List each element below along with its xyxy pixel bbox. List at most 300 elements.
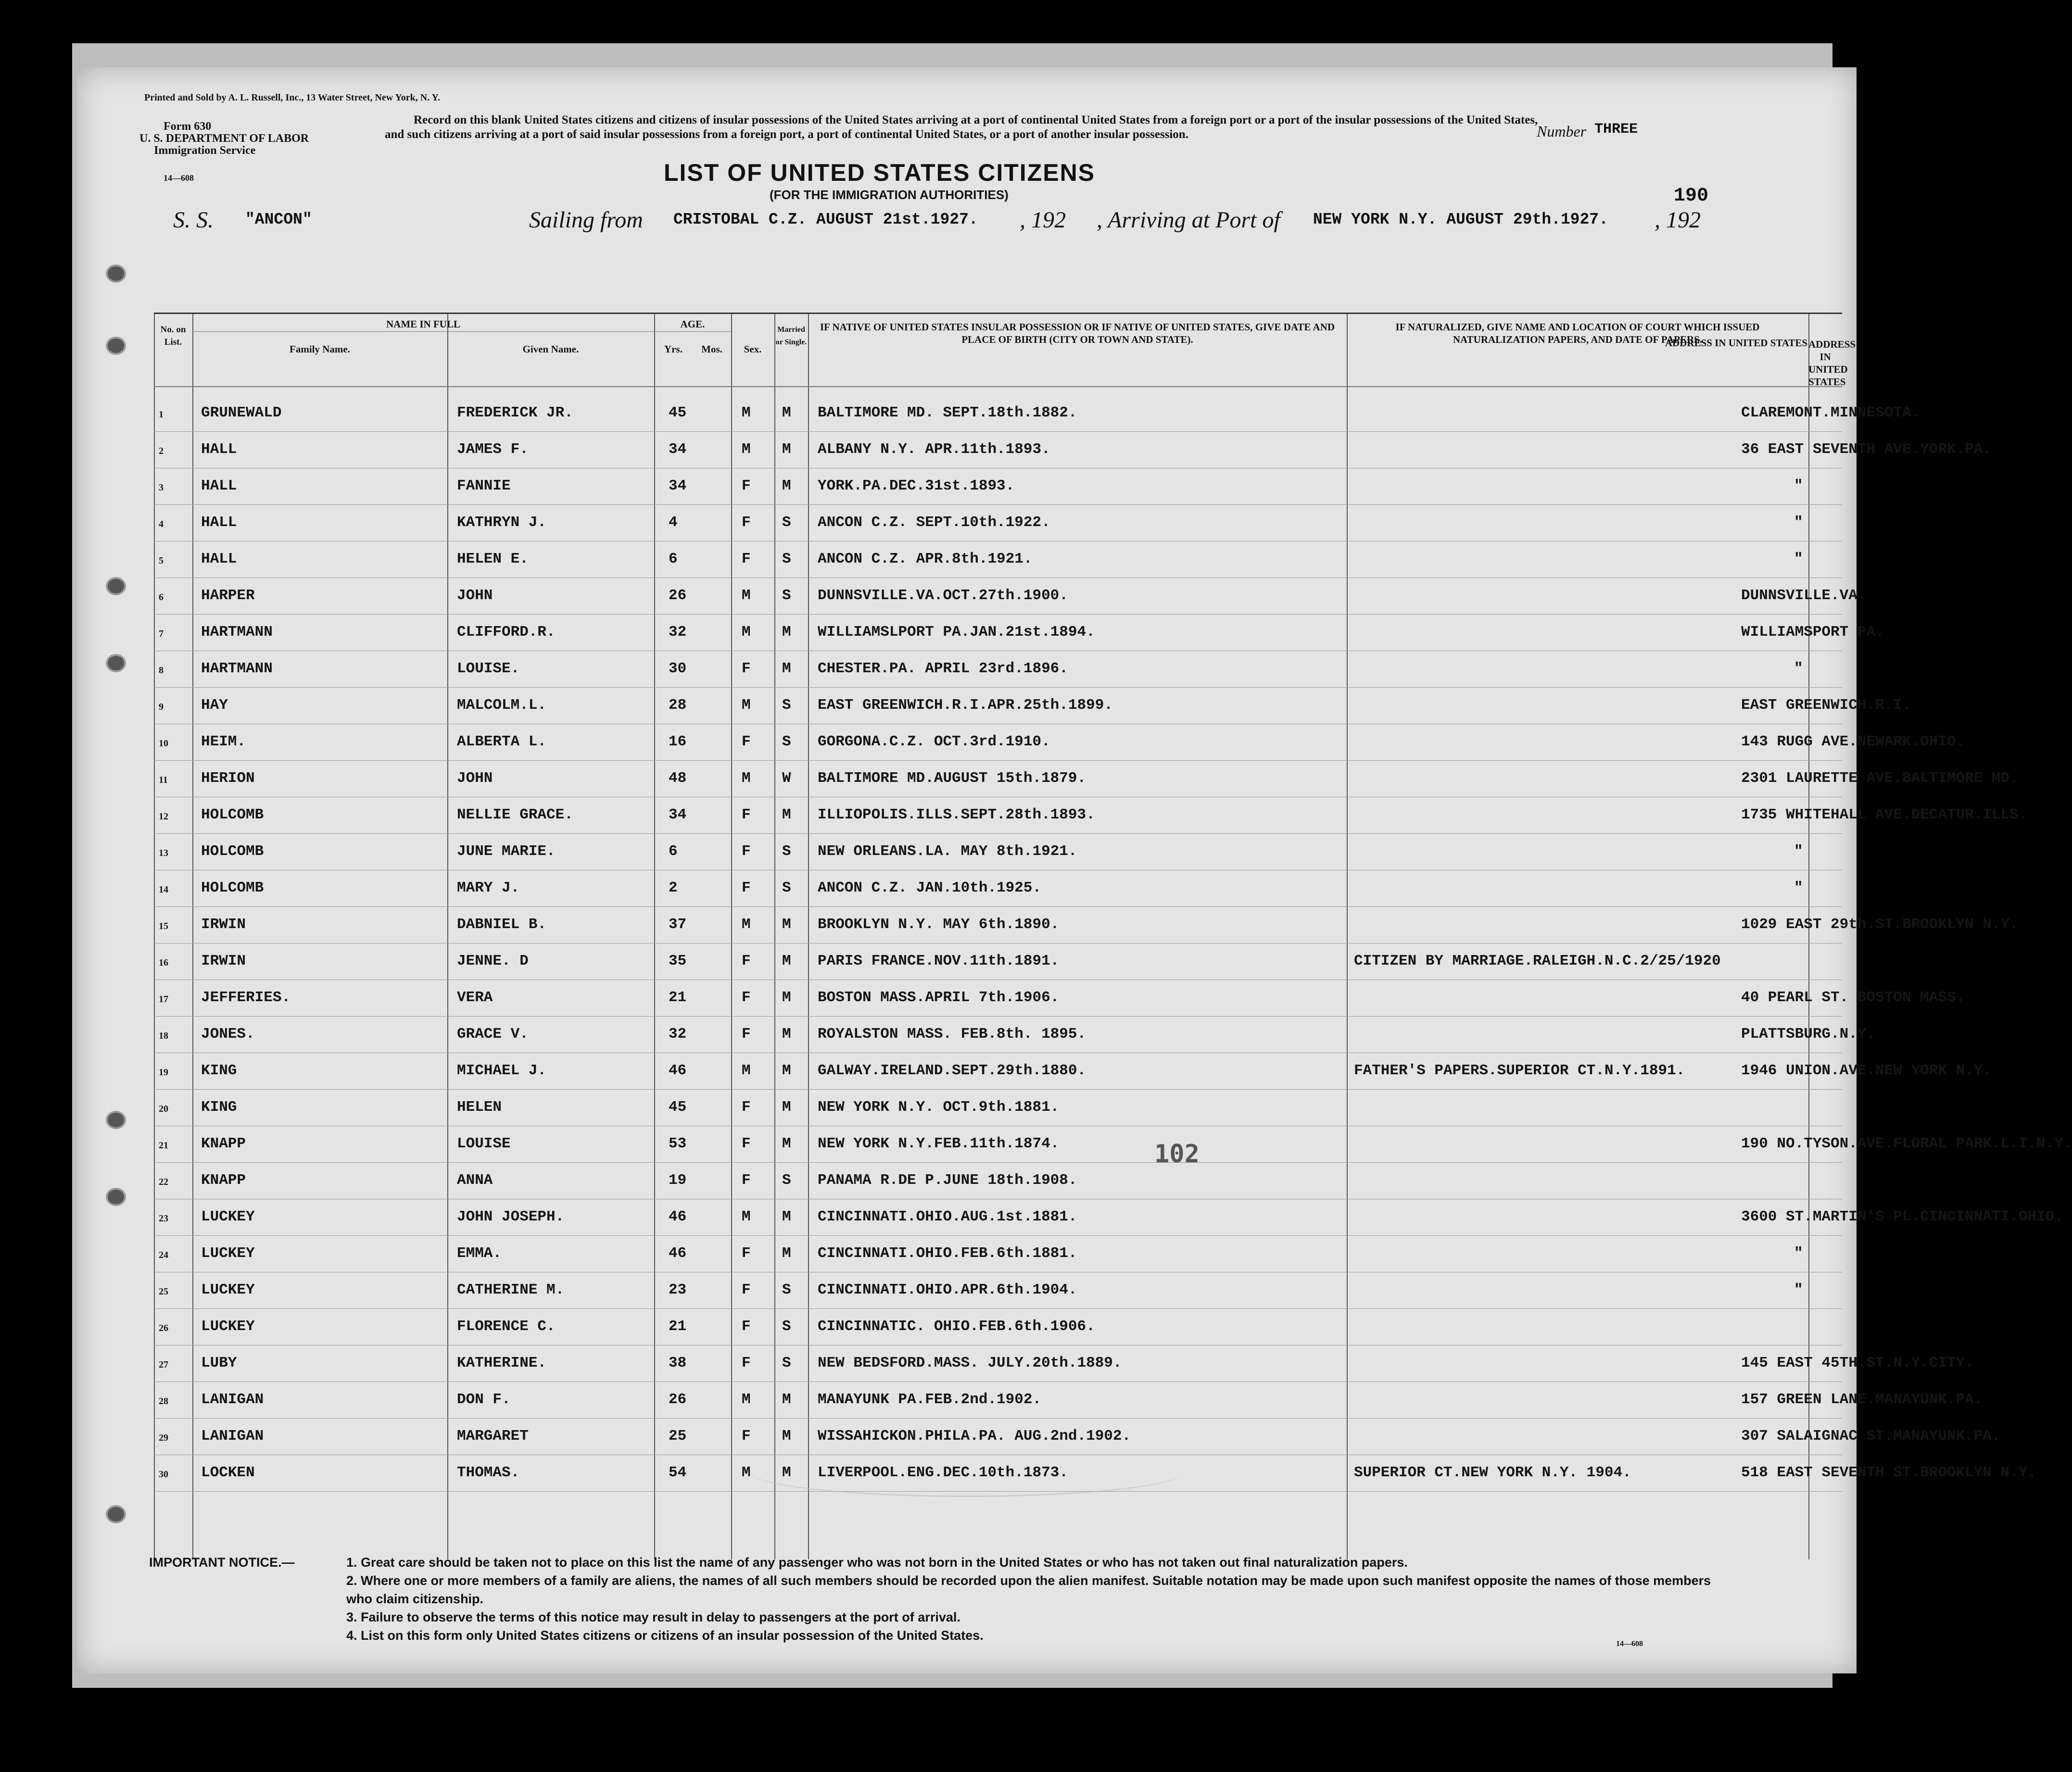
sex: F: [742, 1135, 751, 1152]
marital-status: S: [782, 551, 791, 567]
given-name: DON F.: [457, 1391, 511, 1408]
table-row: [154, 725, 1965, 761]
age-years: 37: [669, 916, 687, 933]
row-number: 5: [159, 555, 164, 566]
sex: F: [742, 1428, 751, 1445]
sex: M: [742, 404, 751, 421]
address: ": [1794, 478, 1803, 494]
address: DUNNSVILLE.VA.: [1741, 587, 1867, 604]
given-name: FANNIE: [457, 478, 511, 494]
row-number: 8: [159, 665, 164, 676]
given-name: KATHERINE.: [457, 1355, 547, 1371]
age-years: 25: [669, 1428, 687, 1445]
notice-item-2: 2. Where one or more members of a family are aliens, the names of all such members should be recorded upon the alien manifest. Suitable notation may be made upon such manifest opposite the names of those members who claim citizenship.: [346, 1573, 1711, 1606]
table-row: [154, 615, 1884, 652]
family-name: KING: [201, 1062, 237, 1079]
given-name: FLORENCE C.: [457, 1318, 556, 1335]
service: Immigration Service: [154, 144, 256, 157]
birth-place-date: CINCINNATIC. OHIO.FEB.6th.1906.: [818, 1318, 1095, 1335]
birth-place-date: NEW YORK N.Y.FEB.11th.1874.: [818, 1135, 1060, 1152]
family-name: HARTMANN: [201, 660, 273, 677]
given-name: JUNE MARIE.: [457, 843, 556, 860]
marital-status: W: [782, 770, 791, 787]
arriving-value: NEW YORK N.Y. AUGUST 29th.1927.: [1313, 211, 1608, 228]
given-name: HELEN E.: [457, 551, 529, 567]
address: 3600 ST.MARTIN'S PL.CINCINNATI.OHIO.: [1741, 1208, 2063, 1225]
table-row: [154, 834, 1842, 871]
given-name: JOHN JOSEPH.: [457, 1208, 565, 1225]
marital-status: M: [782, 478, 791, 494]
address: CLAREMONT.MINNESOTA.: [1741, 404, 1920, 421]
sex: M: [742, 697, 751, 714]
arriving-label: , Arriving at Port of: [1097, 207, 1280, 233]
sex: M: [742, 1464, 751, 1481]
punch-hole: [106, 337, 126, 355]
notice-heading: IMPORTANT NOTICE.—: [149, 1555, 295, 1570]
table-row: [154, 1382, 1983, 1419]
age-years: 46: [669, 1208, 687, 1225]
row-number: 29: [159, 1433, 168, 1443]
table-row: [154, 871, 1842, 907]
birth-place-date: BOSTON MASS.APRIL 7th.1906.: [818, 989, 1060, 1006]
table-row: [154, 688, 1911, 725]
age-years: 38: [669, 1355, 687, 1371]
address: 143 RUGG AVE.NEWARK.OHIO.: [1741, 733, 1965, 750]
row-number: 6: [159, 592, 164, 603]
given-name: JAMES F.: [457, 441, 529, 458]
row-number: 3: [159, 482, 164, 493]
sex: F: [742, 1282, 751, 1298]
marital-status: S: [782, 1355, 791, 1371]
address: 1029 EAST 29th.ST.BROOKLYN N.Y.: [1741, 916, 2019, 933]
punch-hole: [106, 264, 126, 283]
given-name: MALCOLM.L.: [457, 697, 547, 714]
address: ": [1794, 660, 1803, 677]
age-years: 2: [669, 880, 678, 896]
birth-place-date: CINCINNATI.OHIO.APR.6th.1904.: [818, 1282, 1077, 1298]
age-years: 21: [669, 989, 687, 1006]
row-number: 1: [159, 409, 164, 420]
row-number: 30: [159, 1469, 168, 1480]
department: U. S. DEPARTMENT OF LABOR: [139, 132, 309, 145]
marital-status: M: [782, 404, 791, 421]
birth-place-date: DUNNSVILLE.VA.OCT.27th.1900.: [818, 587, 1068, 604]
row-number: 17: [159, 994, 168, 1005]
row-number: 7: [159, 628, 164, 639]
table-row: [154, 1127, 2072, 1163]
family-name: HAY: [201, 697, 228, 714]
sailing-value: CRISTOBAL C.Z. AUGUST 21st.1927.: [673, 211, 978, 228]
family-name: IRWIN: [201, 953, 246, 969]
given-name: MARY J.: [457, 880, 520, 896]
age-years: 28: [669, 697, 687, 714]
sex: F: [742, 1172, 751, 1189]
family-name: HOLCOMB: [201, 843, 264, 860]
manifest-page: [77, 67, 2072, 1673]
table-row: [154, 1200, 2063, 1236]
given-name: NELLIE GRACE.: [457, 806, 573, 823]
given-name: VERA: [457, 989, 493, 1006]
given-name: GRACE V.: [457, 1026, 529, 1043]
address: ": [1794, 551, 1803, 567]
given-name: LOUISE: [457, 1135, 511, 1152]
age-years: 53: [669, 1135, 687, 1152]
given-name: HELEN: [457, 1099, 502, 1116]
table-row: [154, 761, 2019, 798]
sex: F: [742, 514, 751, 531]
col-sex: Sex.: [744, 343, 762, 355]
address: 1735 WHITEHALL AVE.DECATUR.ILLS.: [1741, 806, 2028, 823]
birth-place-date: PANAMA R.DE P.JUNE 18th.1908.: [818, 1172, 1077, 1189]
given-name: EMMA.: [457, 1245, 502, 1262]
marital-status: S: [782, 587, 791, 604]
sex: F: [742, 478, 751, 494]
punch-hole: [106, 1188, 126, 1206]
table-row: [154, 652, 1842, 688]
given-name: THOMAS.: [457, 1464, 520, 1481]
form-number: Form 630: [164, 120, 212, 133]
marital-status: M: [782, 1062, 791, 1079]
marital-status: S: [782, 697, 791, 714]
age-years: 34: [669, 441, 687, 458]
row-number: 24: [159, 1250, 168, 1260]
address: 157 GREEN LANE.MANAYUNK.PA.: [1741, 1391, 1983, 1408]
col-yrs: Yrs.: [664, 343, 682, 355]
row-number: 16: [159, 957, 168, 968]
sex: F: [742, 989, 751, 1006]
family-name: HERION: [201, 770, 255, 787]
marital-status: M: [782, 806, 791, 823]
notice-code: 14—608: [1616, 1640, 1643, 1648]
sex: M: [742, 441, 751, 458]
given-name: ALBERTA L.: [457, 733, 547, 750]
family-name: LANIGAN: [201, 1428, 264, 1445]
address: ": [1794, 1245, 1803, 1262]
row-number: 23: [159, 1213, 168, 1224]
table-row: [154, 907, 2019, 944]
age-years: 32: [669, 1026, 687, 1043]
address-header-label: ADDRESS IN UNITED STATES: [1665, 337, 1808, 349]
marital-status: M: [782, 1428, 791, 1445]
age-years: 26: [669, 587, 687, 604]
given-name: ANNA: [457, 1172, 493, 1189]
marital-status: S: [782, 880, 791, 896]
sex: M: [742, 1062, 751, 1079]
table-row: [154, 1309, 1842, 1346]
sex: F: [742, 1355, 751, 1371]
number-label: Number: [1537, 123, 1587, 140]
age-years: 16: [669, 733, 687, 750]
family-name: HEIM.: [201, 733, 246, 750]
address: ": [1794, 843, 1803, 860]
birth-place-date: NEW ORLEANS.LA. MAY 8th.1921.: [818, 843, 1077, 860]
sex: M: [742, 1208, 751, 1225]
sex: F: [742, 1318, 751, 1335]
table-row: [154, 1273, 1842, 1309]
table-row: [154, 469, 1842, 505]
marital-status: S: [782, 1172, 791, 1189]
marital-status: M: [782, 989, 791, 1006]
naturalization: FATHER'S PAPERS.SUPERIOR CT.N.Y.1891.: [1354, 1062, 1685, 1079]
table-row: [154, 505, 1842, 542]
table-row: [154, 1346, 1974, 1382]
age-years: 48: [669, 770, 687, 787]
row-number: 28: [159, 1396, 168, 1407]
birth-place-date: LIVERPOOL.ENG.DEC.10th.1873.: [818, 1464, 1068, 1481]
row-number: 15: [159, 921, 168, 931]
family-name: LUCKEY: [201, 1208, 255, 1225]
ss-label: S. S.: [173, 207, 214, 233]
family-name: LUCKEY: [201, 1318, 255, 1335]
age-years: 32: [669, 624, 687, 641]
age-years: 4: [669, 514, 678, 531]
address: 190 NO.TYSON.AVE.FLORAL PARK.L.I.N.Y.: [1741, 1135, 2072, 1152]
given-name: DABNIEL B.: [457, 916, 547, 933]
birth-place-date: GORGONA.C.Z. OCT.3rd.1910.: [818, 733, 1050, 750]
age-years: 19: [669, 1172, 687, 1189]
address: ": [1794, 514, 1803, 531]
marital-status: M: [782, 1026, 791, 1043]
notice-item-3: 3. Failure to observe the terms of this notice may result in delay to passengers at the port of arrival.: [346, 1610, 960, 1624]
family-name: HOLCOMB: [201, 806, 264, 823]
family-name: LOCKEN: [201, 1464, 255, 1481]
sex: M: [742, 916, 751, 933]
birth-place-date: GALWAY.IRELAND.SEPT.29th.1880.: [818, 1062, 1087, 1079]
birth-place-date: CINCINNATI.OHIO.AUG.1st.1881.: [818, 1208, 1077, 1225]
birth-place-date: MANAYUNK PA.FEB.2nd.1902.: [818, 1391, 1042, 1408]
table-row: [154, 1163, 1842, 1200]
address: 40 PEARL ST. BOSTON MASS.: [1741, 989, 1965, 1006]
sex: M: [742, 587, 751, 604]
marital-status: M: [782, 1208, 791, 1225]
table-row: [154, 432, 1992, 469]
notice-item-1: 1. Great care should be taken not to place on this list the name of any passenger who was not born in the United States or who has not taken out final naturalization papers.: [346, 1555, 1408, 1570]
punch-hole: [106, 1111, 126, 1129]
given-name: CLIFFORD.R.: [457, 624, 556, 641]
birth-place-date: NEW YORK N.Y. OCT.9th.1881.: [818, 1099, 1060, 1116]
row-number: 4: [159, 519, 164, 529]
address: 518 EAST SEVENTH ST.BROOKLYN N.Y.: [1741, 1464, 2036, 1481]
address: ": [1794, 1282, 1803, 1298]
age-years: 6: [669, 843, 678, 860]
given-name: CATHERINE M.: [457, 1282, 565, 1298]
age-years: 34: [669, 806, 687, 823]
sex: M: [742, 770, 751, 787]
marital-status: M: [782, 441, 791, 458]
birth-place-date: WILLIAMSLPORT PA.JAN.21st.1894.: [818, 624, 1095, 641]
birth-place-date: ALBANY N.Y. APR.11th.1893.: [818, 441, 1050, 458]
given-name: MARGARET: [457, 1428, 529, 1445]
birth-place-date: ROYALSTON MASS. FEB.8th. 1895.: [818, 1026, 1087, 1043]
punch-hole: [106, 1505, 126, 1523]
age-years: 26: [669, 1391, 687, 1408]
inspector-signature: [750, 1447, 1183, 1497]
family-name: HALL: [201, 551, 237, 567]
row-number: 9: [159, 702, 164, 712]
row-number: 2: [159, 446, 164, 456]
marital-status: M: [782, 953, 791, 969]
family-name: IRWIN: [201, 916, 246, 933]
birth-place-date: BALTIMORE MD. SEPT.18th.1882.: [818, 404, 1077, 421]
passenger-table: [154, 313, 2072, 1559]
row-number: 10: [159, 738, 168, 749]
address: EAST GREENWICH.R.I.: [1741, 697, 1911, 714]
address: 36 EAST SEVENTH AVE.YORK.PA.: [1741, 441, 1992, 458]
marital-status: S: [782, 843, 791, 860]
age-years: 30: [669, 660, 687, 677]
sex: F: [742, 843, 751, 860]
family-name: HALL: [201, 514, 237, 531]
table-row: [154, 944, 1842, 980]
punch-hole: [106, 654, 126, 672]
birth-place-date: NEW BEDSFORD.MASS. JULY.20th.1889.: [818, 1355, 1122, 1371]
age-years: 23: [669, 1282, 687, 1298]
sex: F: [742, 1026, 751, 1043]
marital-status: S: [782, 733, 791, 750]
family-name: JEFFERIES.: [201, 989, 291, 1006]
col-married: Married or Single.: [775, 326, 807, 346]
table-row: [154, 1054, 1992, 1090]
given-name: KATHRYN J.: [457, 514, 547, 531]
family-name: KING: [201, 1099, 237, 1116]
printer-line: Printed and Sold by A. L. Russell, Inc., 13 Water Street, New York, N. Y.: [144, 92, 441, 103]
page-number: 190: [1674, 185, 1709, 207]
col-mos: Mos.: [701, 343, 722, 355]
birth-place-date: BROOKLYN N.Y. MAY 6th.1890.: [818, 916, 1060, 933]
table-row: [154, 798, 2028, 834]
notice-item-4: 4. List on this form only United States citizens or citizens of an insular possession of the United States.: [346, 1628, 984, 1643]
marital-status: M: [782, 1099, 791, 1116]
age-years: 46: [669, 1062, 687, 1079]
sex: F: [742, 1099, 751, 1116]
col-family: Family Name.: [290, 343, 350, 355]
row-number: 11: [159, 775, 168, 785]
row-number: 18: [159, 1031, 168, 1041]
family-name: LUCKEY: [201, 1245, 255, 1262]
birth-place-date: ILLIOPOLIS.ILLS.SEPT.28th.1893.: [818, 806, 1095, 823]
sex: F: [742, 1245, 751, 1262]
age-years: 54: [669, 1464, 687, 1481]
col-address: ADDRESS IN UNITED STATES: [1808, 339, 1856, 388]
col-birth: IF NATIVE OF UNITED STATES INSULAR POSSESSION OR IF NATIVE OF UNITED STATES, GIVE DATE AND PLACE OF BIRTH (CITY OR TOWN AND STATE).: [820, 321, 1335, 345]
sex: F: [742, 953, 751, 969]
age-years: 21: [669, 1318, 687, 1335]
age-years: 45: [669, 1099, 687, 1116]
col-given: Given Name.: [522, 343, 579, 355]
sex: F: [742, 733, 751, 750]
birth-place-date: ANCON C.Z. JAN.10th.1925.: [818, 880, 1042, 896]
age-years: 35: [669, 953, 687, 969]
family-name: HARTMANN: [201, 624, 273, 641]
family-name: LUBY: [201, 1355, 237, 1371]
birth-place-date: ANCON C.Z. APR.8th.1921.: [818, 551, 1033, 567]
family-name: KNAPP: [201, 1135, 246, 1152]
table-row: [154, 980, 1965, 1017]
address: 307 SALAIGNAC ST.MANAYUNK.PA.: [1741, 1428, 2001, 1445]
table-row: [154, 1017, 1876, 1054]
sex: F: [742, 660, 751, 677]
marital-status: S: [782, 514, 791, 531]
table-row: [154, 1236, 1842, 1273]
year-suffix-1: , 192: [1020, 207, 1066, 233]
table-row: [154, 396, 1920, 432]
given-name: LOUISE.: [457, 660, 520, 677]
row-number: 13: [159, 848, 168, 858]
sex: M: [742, 624, 751, 641]
birth-place-date: PARIS FRANCE.NOV.11th.1891.: [818, 953, 1060, 969]
family-name: HALL: [201, 441, 237, 458]
table-row: [154, 1090, 1842, 1127]
birth-place-date: YORK.PA.DEC.31st.1893.: [818, 478, 1015, 494]
age-years: 46: [669, 1245, 687, 1262]
given-name: JOHN: [457, 587, 493, 604]
family-name: HOLCOMB: [201, 880, 264, 896]
marital-status: M: [782, 916, 791, 933]
given-name: FREDERICK JR.: [457, 404, 573, 421]
col-no: No. on List.: [160, 325, 186, 347]
table-row: [154, 578, 1867, 615]
number-value: THREE: [1594, 121, 1638, 138]
family-name: JONES.: [201, 1026, 255, 1043]
family-name: HARPER: [201, 587, 255, 604]
row-number: 19: [159, 1067, 168, 1078]
family-name: HALL: [201, 478, 237, 494]
family-name: LANIGAN: [201, 1391, 264, 1408]
row-number: 27: [159, 1359, 168, 1370]
birth-place-date: BALTIMORE MD.AUGUST 15th.1879.: [818, 770, 1087, 787]
family-name: LUCKEY: [201, 1282, 255, 1298]
address: WILLIAMSPORT PA.: [1741, 624, 1884, 641]
address: 1946 UNION.AVE.NEW YORK N.Y.: [1741, 1062, 1992, 1079]
row-number: 21: [159, 1140, 168, 1151]
sex: F: [742, 551, 751, 567]
age-years: 6: [669, 551, 678, 567]
naturalization: CITIZEN BY MARRIAGE.RALEIGH.N.C.2/25/1920: [1354, 953, 1721, 969]
address: PLATTSBURG.N.Y.: [1741, 1026, 1876, 1043]
instructions-text: Record on this blank United States citizens and citizens of insular possessions of the United States arriving at a port of continental United States from a foreign port or a port of the insular possessions of the United States, and such citizens arriving at a port of said insular possessions from a foreign port, a port of continental United States, or a port of another insular possession.: [385, 113, 1538, 141]
marital-status: M: [782, 1464, 791, 1481]
given-name: JENNE. D: [457, 953, 529, 969]
table-row: [154, 542, 1842, 578]
birth-place-date: CHESTER.PA. APRIL 23rd.1896.: [818, 660, 1068, 677]
marital-status: S: [782, 1318, 791, 1335]
row-number: 20: [159, 1104, 168, 1114]
age-years: 45: [669, 404, 687, 421]
marital-status: M: [782, 624, 791, 641]
birth-place-date: WISSAHICKON.PHILA.PA. AUG.2nd.1902.: [818, 1428, 1131, 1445]
ship-name: "ANCON": [245, 211, 312, 228]
stamp-number: 102: [1154, 1140, 1200, 1169]
address: ": [1794, 880, 1803, 896]
sex: F: [742, 806, 751, 823]
family-name: GRUNEWALD: [201, 404, 282, 421]
marital-status: M: [782, 1391, 791, 1408]
marital-status: S: [782, 1282, 791, 1298]
birth-place-date: EAST GREENWICH.R.I.APR.25th.1899.: [818, 697, 1113, 714]
form-code: 14—608: [164, 173, 194, 183]
family-name: KNAPP: [201, 1172, 246, 1189]
page-title: LIST OF UNITED STATES CITIZENS: [664, 159, 1096, 186]
page-subtitle: (FOR THE IMMIGRATION AUTHORITIES): [770, 188, 1009, 202]
row-number: 26: [159, 1323, 168, 1333]
birth-place-date: CINCINNATI.OHIO.FEB.6th.1881.: [818, 1245, 1077, 1262]
marital-status: M: [782, 1135, 791, 1152]
row-number: 12: [159, 811, 168, 822]
given-name: JOHN: [457, 770, 493, 787]
sex: M: [742, 1391, 751, 1408]
address: 2301 LAURETTE AVE.BALTIMORE MD.: [1741, 770, 2019, 787]
row-number: 22: [159, 1177, 168, 1187]
